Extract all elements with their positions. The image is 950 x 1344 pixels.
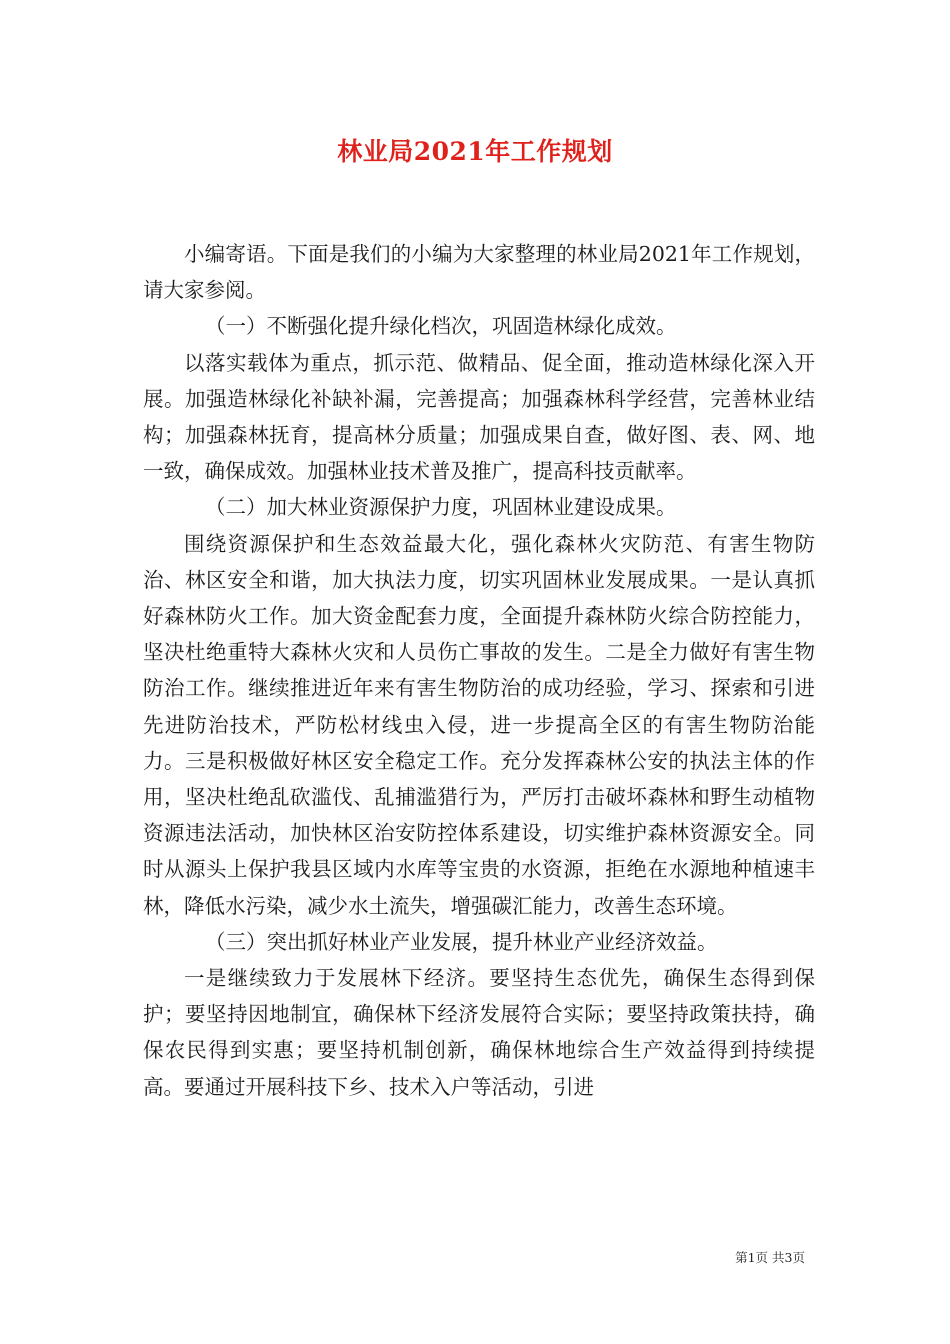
section-paragraph-2: 围绕资源保护和生态效益最大化，强化森林火灾防范、有害生物防治、林区安全和谐，加大执法力度，切实巩固林业发展成果。一是认真抓好森林防火工作。加大资金配套力度，全面提升森林防火综合防控能力，坚决杜绝重特大森林火灾和人员伤亡事故的发生。二是全力做好有害生物防治工作。继续推进近年来有害生物防治的成功经验，学习、探索和引进先进防治技术，严防松材线虫入侵，进一步提高全区的有害生物防治能力。三是积极做好林区安全稳定工作。充分发挥森林公安的执法主体的作用，坚决杜绝乱砍滥伐、乱捕滥猎行为，严厉打击破坏森林和野生动植物资源违法活动，加快林区治安防控体系建设，切实维护森林资源安全。同时从源头上保护我县区域内水库等宝贵的水资源，拒绝在水源地种植速丰林，降低水污染，减少水土流失，增强碳汇能力，改善生态环境。: [143, 531, 815, 918]
section-heading-2: （二）加大林业资源保护力度，巩固林业建设成果。: [205, 495, 677, 520]
section-paragraph-3: 一是继续致力于发展林下经济。要坚持生态优先，确保生态得到保护；要坚持因地制宜，确保林下经济发展符合实际；要坚持政策扶持，确保农民得到实惠；要坚持机制创新，确保林地综合生产效益得到持续提高。要通过开展科技下乡、技术入户等活动，引进: [143, 966, 815, 1099]
page-number-footer: 第1页 共3页: [735, 1250, 805, 1265]
section-heading-1: （一）不断强化提升绿化档次，巩固造林绿化成效。: [205, 314, 677, 339]
intro-paragraph: 小编寄语。下面是我们的小编为大家整理的林业局2021年工作规划，请大家参阅。: [143, 242, 815, 303]
document-body: [143, 236, 815, 1105]
section-heading-3: （三）突出抓好林业产业发展，提升林业产业经济效益。: [205, 929, 718, 954]
section-paragraph-1: 以落实载体为重点，抓示范、做精品、促全面，推动造林绿化深入开展。加强造林绿化补缺补漏，完善提高；加强森林科学经营，完善林业结构；加强森林抚育，提高林分质量；加强成果自查，做好图、表、网、地一致，确保成效。加强林业技术普及推广，提高科技贡献率。: [143, 350, 815, 484]
page-title: 林业局2021年工作规划: [337, 137, 613, 166]
